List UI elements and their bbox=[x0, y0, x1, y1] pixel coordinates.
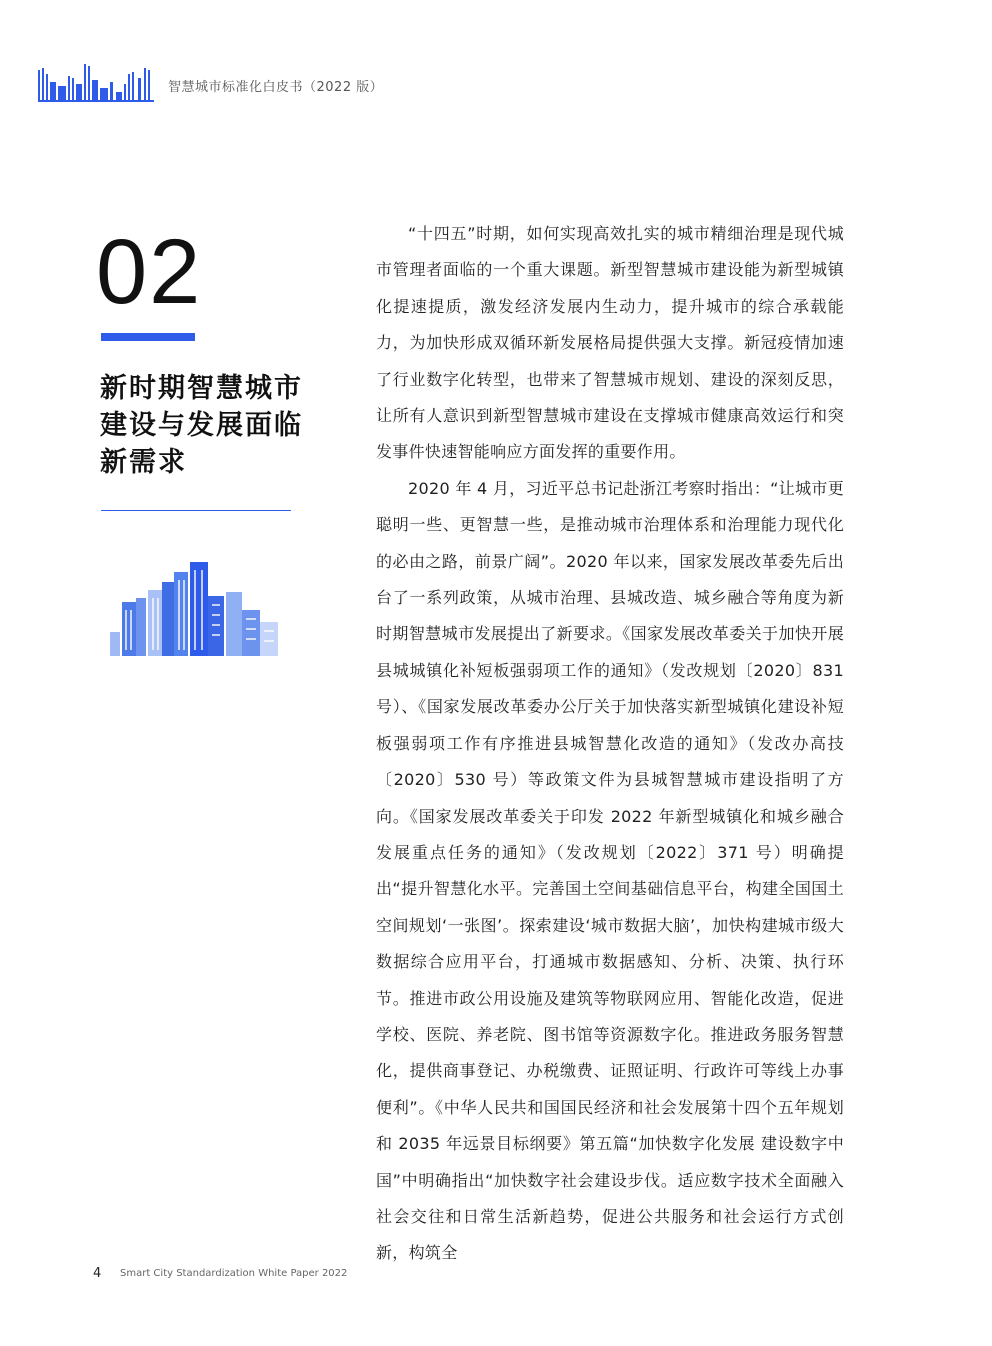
page-number: 4 bbox=[93, 1266, 102, 1281]
header-title: 智慧城市标准化白皮书（2022 版） bbox=[168, 80, 384, 95]
chapter-number: 02 bbox=[96, 221, 203, 323]
header-skyline-logo bbox=[38, 62, 154, 102]
body-paragraph: 2020 年 4 月，习近平总书记赴浙江考察时指出：“让城市更聪明一些、更智慧一些，是推动城市治理体系和治理能力现代化的必由之路，前景广阔”。2020 年以来，国家发展改革委先后出台了一系列政策，从城市治理、县城改造、城乡融合等角度为新时期智慧城市发展提出了新要求。《国家发展改革委关于加快开展县城城镇化补短板强弱项工作的通知》（发改规划〔2020〕831 号）、《国家发展改革委办公厅关于加快落实新型城镇化建设补短板强弱项工作有序推进县城智慧化改造的通知》（发改办高技〔2020〕530 号）等政策文件为县城智慧城市建设指明了方向。《国家发展改革委关于印发 2022 年新型城镇化和城乡融合发展重点任务的通知》（发改规划〔2022〕371 号）明确提出“提升智慧化水平。完善国土空间基础信息平台，构建全国国土空间规划‘一张图’。探索建设‘城市数据大脑’，加快构建城市级大数据综合应用平台，打通城市数据感知、分析、决策、执行环节。推进市政公用设施及建筑等物联网应用、智能化改造，促进学校、医院、养老院、图书馆等资源数字化。推进政务服务智慧化，提供商事登记、办税缴费、证照证明、行政许可等线上办事便利”。《中华人民共和国国民经济和社会发展第十四个五年规划和 2035 年远景目标纲要》第五篇“加快数字化发展 建设数字中国”中明确指出“加快数字社会建设步伐。适应数字技术全面融入社会交往和日常生活新趋势，促进公共服务和社会运行方式创新，构筑全 bbox=[376, 478, 844, 1263]
body-text bbox=[376, 216, 844, 1272]
chapter-accent-bar bbox=[101, 333, 195, 341]
body-paragraph: “十四五”时期，如何实现高效扎实的城市精细治理是现代城市管理者面临的一个重大课题。新型智慧城市建设能为新型城镇化提速提质，激发经济发展内生动力，提升城市的综合承载能力，为加快形成双循环新发展格局提供强大支撑。新冠疫情加速了行业数字化转型，也带来了智慧城市规划、建设的深刻反思，让所有人意识到新型智慧城市建设在支撑城市健康高效运行和突发事件快速智能响应方面发挥的重要作用。 bbox=[376, 224, 844, 462]
chapter-divider bbox=[101, 510, 291, 511]
chapter-title: 新时期智慧城市建设与发展面临新需求 bbox=[100, 373, 303, 478]
footer-text: Smart City Standardization White Paper 2022 bbox=[120, 1268, 348, 1279]
city-skyline-illustration bbox=[108, 562, 280, 656]
